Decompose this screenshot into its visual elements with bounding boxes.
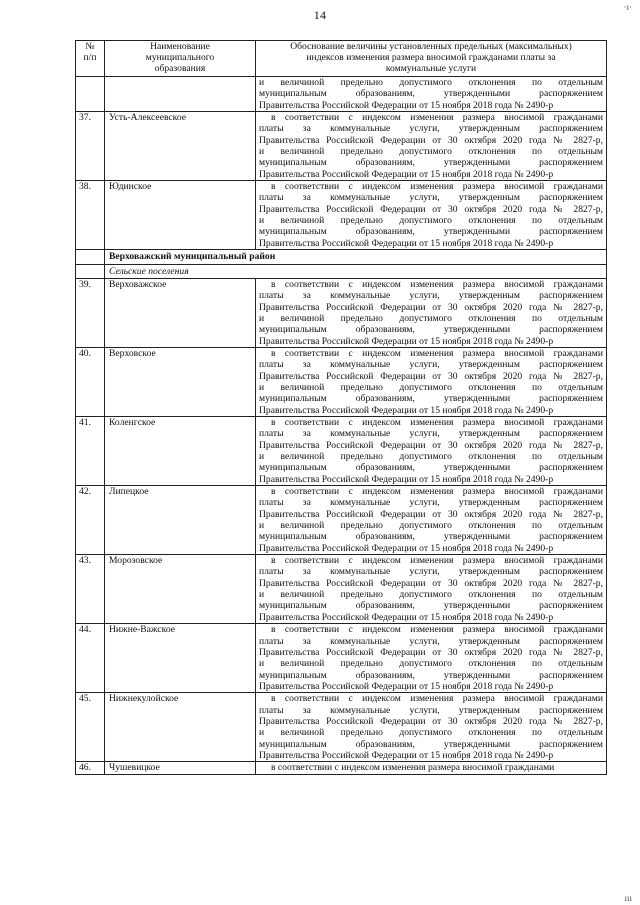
municipality-name: Верховское (105, 347, 256, 416)
municipality-name: Юдинское (105, 181, 256, 250)
num-cell (76, 264, 105, 278)
basis-line: платы за коммунальные услуги, утвержденным распоряжением (259, 497, 603, 509)
basis-line: Правительства Российской Федерации от 15 ноября 2018 года № 2490-р (259, 335, 554, 347)
district-title: Верховажский муниципальный район (105, 250, 607, 264)
tariff-index-table (75, 40, 607, 775)
basis-cell (256, 278, 607, 347)
header-basis-text: Обоснование величины установленных предельных (максимальных) индексов изменения размера вносимой гражданами платы за коммунальные услуги (290, 41, 572, 74)
basis-line: платы за коммунальные услуги, утвержденным распоряжением (259, 123, 603, 135)
basis-line: Правительства Российской Федерации от 15 ноября 2018 года № 2490-р (259, 99, 554, 111)
basis-line: платы за коммунальные услуги, утвержденным распоряжением (259, 290, 603, 302)
basis-line: Правительства Российской Федерации от 30 октября 2020 года № 2827-р, (259, 370, 603, 382)
basis-line: муниципальным образованиям, утвержденными распоряжением (259, 738, 603, 750)
basis-cell (256, 112, 607, 181)
basis-line: и величиной предельно допустимого отклонения по отдельным (259, 146, 603, 158)
header-basis (256, 41, 607, 77)
basis-line: Правительства Российской Федерации от 30 октября 2020 года № 2827-р, (259, 301, 603, 313)
row-number: 43. (76, 555, 105, 624)
num-cell (76, 77, 105, 112)
basis-line: муниципальным образованиям, утвержденными распоряжением (259, 157, 603, 169)
basis-line: муниципальным образованиям, утвержденными распоряжением (259, 462, 603, 474)
municipality-name: Чушевицкое (105, 762, 256, 774)
header-name-text: Наименование муниципального образования (145, 41, 215, 74)
municipality-name: Усть-Алексеевское (105, 112, 256, 181)
basis-line: в соответствии с индексом изменения размера вносимой гражданами (271, 112, 603, 124)
basis-cell (256, 347, 607, 416)
table-row (76, 416, 607, 485)
basis-line: Правительства Российской Федерации от 15 ноября 2018 года № 2490-р (259, 680, 554, 692)
basis-line: Правительства Российской Федерации от 30 октября 2020 года № 2827-р, (259, 134, 603, 146)
basis-cell (256, 181, 607, 250)
basis-line: и величиной предельно допустимого отклонения по отдельным (259, 658, 603, 670)
basis-line: платы за коммунальные услуги, утвержденным распоряжением (259, 428, 603, 440)
basis-line: в соответствии с индексом изменения размера вносимой гражданами (271, 416, 603, 428)
basis-line: Правительства Российской Федерации от 15 ноября 2018 года № 2490-р (259, 611, 554, 623)
basis-line: Правительства Российской Федерации от 30 октября 2020 года № 2827-р, (259, 577, 603, 589)
basis-cell (256, 693, 607, 762)
basis-line: Правительства Российской Федерации от 30 октября 2020 года № 2827-р, (259, 203, 603, 215)
basis-line: муниципальным образованиям, утвержденными распоряжением (259, 600, 603, 612)
header-num (76, 41, 105, 77)
row-number: 46. (76, 762, 105, 774)
corner-mark-bottom: ııı (624, 893, 632, 903)
subheading-row (76, 264, 607, 278)
corner-mark-top: ·ı· (623, 2, 632, 12)
basis-line: в соответствии с индексом изменения размера вносимой гражданами (271, 693, 603, 705)
row-number: 44. (76, 624, 105, 693)
page-number: 14 (313, 8, 327, 22)
basis-cell (256, 486, 607, 555)
basis-line: платы за коммунальные услуги, утвержденным распоряжением (259, 192, 603, 204)
table-row (76, 278, 607, 347)
table-row (76, 762, 607, 774)
row-number: 41. (76, 416, 105, 485)
basis-line: в соответствии с индексом изменения размера вносимой гражданами (271, 486, 603, 498)
basis-line: Правительства Российской Федерации от 30 октября 2020 года № 2827-р, (259, 646, 603, 658)
basis-line: в соответствии с индексом изменения размера вносимой гражданами (271, 762, 555, 774)
municipality-name: Липецкое (105, 486, 256, 555)
basis-line: в соответствии с индексом изменения размера вносимой гражданами (271, 624, 603, 636)
row-number: 38. (76, 181, 105, 250)
subheading: Сельские поселения (105, 264, 607, 278)
basis-line: и величиной предельно допустимого отклонения по отдельным (259, 312, 603, 324)
basis-line: муниципальным образованиям, утвержденными распоряжением (259, 669, 603, 681)
row-number: 45. (76, 693, 105, 762)
basis-line: и величиной предельно допустимого отклонения по отдельным (259, 381, 603, 393)
municipality-name: Морозовское (105, 555, 256, 624)
basis-line: платы за коммунальные услуги, утвержденным распоряжением (259, 635, 603, 647)
basis-line: и величиной предельно допустимого отклонения по отдельным (259, 727, 603, 739)
municipality-name: Коленгское (105, 416, 256, 485)
basis-line: и величиной предельно допустимого отклонения по отдельным (259, 451, 603, 462)
name-cell (105, 77, 256, 112)
basis-line: платы за коммунальные услуги, утвержденным распоряжением (259, 359, 603, 371)
basis-line: Правительства Российской Федерации от 15 ноября 2018 года № 2490-р (259, 404, 554, 416)
table-row (76, 624, 607, 693)
basis-line: платы за коммунальные услуги, утвержденным распоряжением (259, 566, 603, 578)
header-name (105, 41, 256, 77)
table-row (76, 347, 607, 416)
basis-line: платы за коммунальные услуги, утвержденным распоряжением (259, 704, 603, 716)
table-row (76, 693, 607, 762)
basis-line: Правительства Российской Федерации от 15 ноября 2018 года № 2490-р (259, 749, 554, 761)
municipality-name: Нижнекулойское (105, 693, 256, 762)
municipality-name: Нижне-Важское (105, 624, 256, 693)
basis-line: и величиной предельно допустимого отклонения по отдельным (259, 520, 603, 532)
basis-cell (256, 77, 607, 112)
basis-cell (256, 624, 607, 693)
basis-line: Правительства Российской Федерации от 30 октября 2020 года № 2827-р, (259, 715, 603, 727)
row-number: 39. (76, 278, 105, 347)
basis-cell (256, 555, 607, 624)
basis-line: муниципальным образованиям, утвержденными распоряжением (259, 324, 603, 336)
basis-line: и величиной предельно допустимого отклонения по отдельным (259, 77, 603, 88)
table-header-row (76, 41, 607, 77)
basis-line: муниципальным образованиям, утвержденными распоряжением (259, 393, 603, 405)
table-row-continued (76, 77, 607, 112)
basis-line: Правительства Российской Федерации от 15 ноября 2018 года № 2490-р (259, 237, 554, 249)
basis-line: в соответствии с индексом изменения размера вносимой гражданами (271, 347, 603, 359)
basis-line: в соответствии с индексом изменения размера вносимой гражданами (271, 181, 603, 193)
basis-line: в соответствии с индексом изменения размера вносимой гражданами (271, 555, 603, 567)
basis-line: Правительства Российской Федерации от 15 ноября 2018 года № 2490-р (259, 168, 554, 180)
municipality-name: Верховажское (105, 278, 256, 347)
table-row (76, 486, 607, 555)
district-row (76, 250, 607, 264)
basis-line: Правительства Российской Федерации от 15 ноября 2018 года № 2490-р (259, 542, 554, 554)
basis-line: муниципальным образованиям, утвержденными распоряжением (259, 88, 603, 100)
basis-line: муниципальным образованиям, утвержденными распоряжением (259, 531, 603, 543)
basis-cell (256, 762, 607, 774)
table-row (76, 112, 607, 181)
basis-line: Правительства Российской Федерации от 30 октября 2020 года № 2827-р, (259, 508, 603, 520)
basis-line: Правительства Российской Федерации от 15 ноября 2018 года № 2490-р (259, 473, 554, 485)
row-number: 37. (76, 112, 105, 181)
table-row (76, 555, 607, 624)
basis-line: и величиной предельно допустимого отклонения по отдельным (259, 589, 603, 601)
row-number: 40. (76, 347, 105, 416)
basis-line: муниципальным образованиям, утвержденными распоряжением (259, 226, 603, 238)
row-number: 42. (76, 486, 105, 555)
basis-line: Правительства Российской Федерации от 30 октября 2020 года № 2827-р, (259, 439, 603, 451)
basis-line: в соответствии с индексом изменения размера вносимой гражданами (271, 278, 603, 290)
num-cell (76, 250, 105, 264)
header-num-text: № п/п (83, 41, 97, 63)
basis-line: и величиной предельно допустимого отклонения по отдельным (259, 215, 603, 227)
table-row (76, 181, 607, 250)
basis-cell (256, 416, 607, 485)
